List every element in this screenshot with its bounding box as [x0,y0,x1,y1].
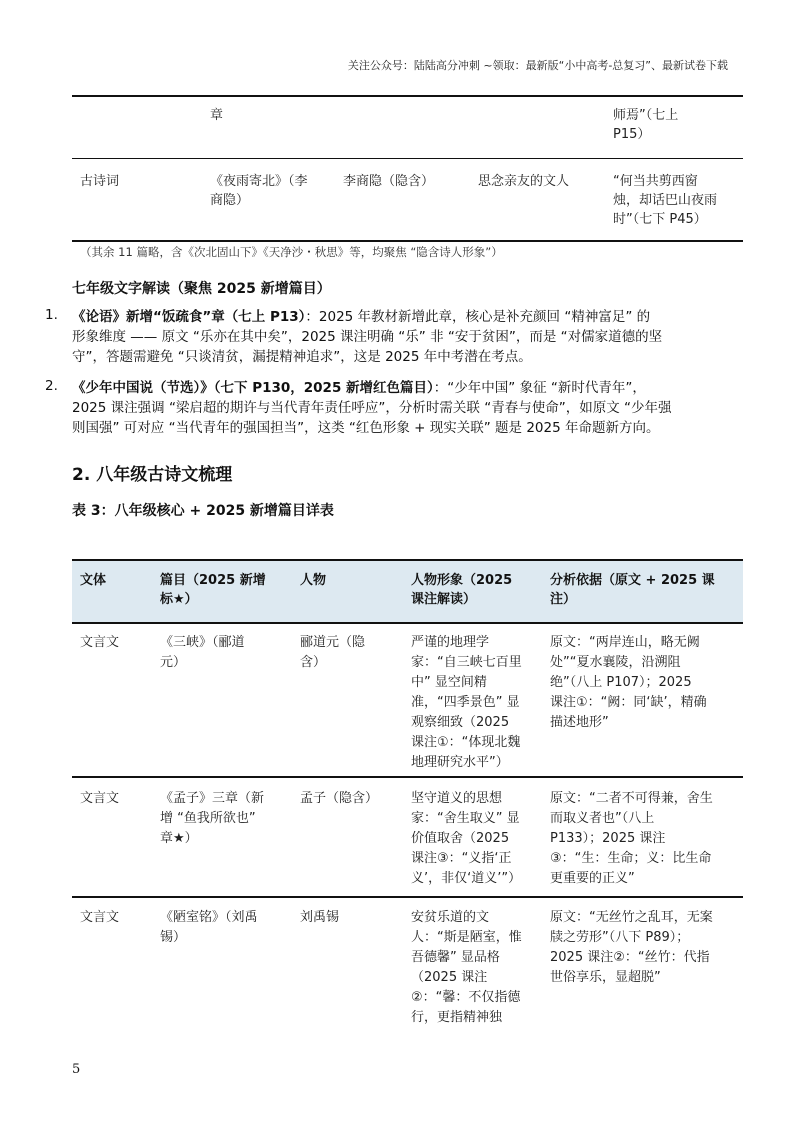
header-line: 注） [550,592,577,607]
cell-person [300,633,365,673]
cell-line: 原文：“二者不可得兼，舍生 [550,791,713,806]
cell-image [411,908,522,1028]
item-number: 1. [45,307,58,323]
item-text: ：2025 年教材新增此章，核心是补充颜回 “精神富足” 的 [305,309,651,325]
cell-line: 牍之劳形”（八下 P89）； [550,930,690,945]
table-row-divider [72,158,743,159]
page-number: 5 [72,1062,81,1077]
cell-line: 吾德馨” 显品格 [411,950,500,965]
top-table-r1-c4 [613,106,678,144]
cell-line: 课注①：“体现北魏 [411,735,521,750]
cell-line: 锡） [160,930,187,945]
col-header-basis [550,571,715,609]
cell-line: 原文：“无丝竹之乱耳，无案 [550,910,713,925]
cell-line: 含） [300,655,327,670]
item-number: 2. [45,378,58,394]
cell-line: （2025 课注 [411,970,488,985]
cell-line: 课注①：“阙：同‘缺’，精确 [550,695,707,710]
cell-line: 观察细致（2025 [411,715,510,730]
cell-title [160,633,245,673]
cell-image [411,789,521,889]
cell-line: 绝”（八上 P107）；2025 [550,675,692,690]
cell-line: 准，“四季景色” 显 [411,695,520,710]
section-heading: 2. 八年级古诗文梳理 [72,465,233,485]
cell-line: 课注③：“义指‘正 [411,851,512,866]
cell-line: 《夜雨寄北》（李 [210,174,308,189]
item-1-body [72,307,722,367]
cell-line: 而取义者也”（八上 [550,811,655,826]
header-line: 篇目（2025 新增 [160,573,266,588]
cell-genre [80,633,119,653]
cell-line: 《陋室铭》（刘禹 [160,910,258,925]
cell-line: 处”“夏水襄陵，沿溯阻 [550,655,681,670]
item-line: 则国强” 可对应 “当代青年的强国担当”，这类 “红色形象 + 现实关联” 题是 2025 年命题新方向。 [72,420,660,436]
top-table-r2-c3b: 思念亲友的文人 [478,174,570,189]
cell-line: 严谨的地理学 [411,635,490,650]
cell-line: 描述地形” [550,715,609,730]
cell-line: 元） [160,655,187,670]
cell-line: 《孟子》三章（新 [160,791,265,806]
cell-line: 郦道元（隐 [300,635,366,650]
cell-title [160,789,264,849]
header-line: 人物形象（2025 [411,573,513,588]
section-title: 七年级文字解读（聚焦 2025 新增篇目） [72,281,331,297]
cell-line: P15） [613,127,651,142]
cell-line: 章★） [160,831,198,846]
cell-line: 2025 课注②：“丝竹：代指 [550,950,710,965]
cell-line: 增 “鱼我所欲也” [160,811,256,826]
cell-line: 世俗享乐，显超脱” [550,970,661,985]
cell-line: ③：“生：生命；义：比生命 [550,851,712,866]
cell-line: 文言文 [80,910,120,925]
cell-line: “何当共剪西窗 [613,174,698,189]
cell-genre [80,789,119,809]
cell-line: 文言文 [80,791,120,806]
header-line: 课注解读） [411,592,477,607]
table-bottom-rule [72,240,743,242]
cell-basis [550,789,713,889]
table-header-rule [72,622,743,624]
cell-line: 家：“自三峡七百里 [411,655,522,670]
table-footnote: （其余 11 篇略，含《次北固山下》《天净沙・秋思》等，均聚焦 “隐含诗人形象”） [80,245,503,259]
top-table-r2-c3: 李商隐（隐含） [343,174,435,189]
cell-genre [80,908,119,928]
cell-image [411,633,522,773]
table-top-rule [72,559,743,561]
item-text: ：“少年中国” 象征 “新时代青年”， [433,380,646,396]
col-header-genre [80,571,106,590]
item-bold-title: 《少年中国说（节选）》（七下 P130，2025 新增红色篇目） [72,380,434,396]
col-header-person [300,571,326,590]
col-header-title [160,571,266,609]
cell-line: 刘禹锡 [300,910,340,925]
header-line: 分析依据（原文 + 2025 课 [550,573,715,588]
table-top-rule [72,95,743,97]
cell-line: 更重要的正义” [550,871,635,886]
cell-person [300,789,378,809]
cell-line: 坚守道义的思想 [411,791,503,806]
cell-title [160,908,258,948]
cell-line: ②：“馨：不仅指德 [411,990,521,1005]
header-line: 人物 [300,573,327,588]
item-line: 守”，答题需避免 “只谈清贫，漏提精神追求”，这是 2025 年中考潜在考点。 [72,349,532,365]
cell-line: 中” 显空间精 [411,675,487,690]
cell-line: 义’，非仅‘道义’”） [411,871,522,886]
cell-line: 安贫乐道的文 [411,910,490,925]
cell-line: 时”（七下 P45） [613,212,707,227]
item-2-body [72,378,722,438]
cell-line: 人：“斯是陋室，惟 [411,930,522,945]
top-table-r2-c1: 古诗词 [80,174,120,189]
cell-basis [550,908,713,988]
cell-line: 价值取舍（2025 [411,831,510,846]
cell-line: 师焉”（七上 [613,108,679,123]
cell-line: P133）；2025 课注 [550,831,666,846]
cell-line: 《三峡》（郦道 [160,635,245,650]
cell-line: 商隐） [210,193,250,208]
header-line: 标★） [160,592,198,607]
cell-line: 家：“舍生取义” 显 [411,811,520,826]
cell-line: 行，更指精神独 [411,1010,503,1025]
cell-person [300,908,339,928]
cell-line: 烛，却话巴山夜雨 [613,193,718,208]
cell-line: 地理研究水平”） [411,755,509,770]
header-line: 文体 [80,573,107,588]
item-line [72,307,722,327]
table-row-rule [72,896,743,898]
top-table-r2-c2 [210,172,308,210]
item-line [72,378,722,398]
cell-basis [550,633,707,733]
cell-line: 原文：“两岸连山，略无阙 [550,635,700,650]
col-header-image [411,571,512,609]
item-line: 形象维度 —— 原文 “乐亦在其中矣”，2025 课注明确 “乐” 非 “安于贫困”，而是 “对儒家道德的坚 [72,329,663,345]
cell-line: 孟子（隐含） [300,791,379,806]
header-note: 关注公众号：陆陆高分冲刺 ~领取：最新版“小中高考-总复习”、最新试卷下载 [347,59,728,72]
item-bold-title: 《论语》新增“饭疏食”章（七上 P13） [72,309,306,325]
top-table-r1-c2: 章 [210,108,224,123]
top-table-r2-c4 [613,172,717,229]
cell-line: 文言文 [80,635,120,650]
table-title: 表 3：八年级核心 + 2025 新增篇目详表 [72,503,334,519]
table-row-rule [72,776,743,778]
item-line: 2025 课注强调 “梁启超的期许与当代青年责任呼应”，分析时需关联 “青春与使命”，如原文 “少年强 [72,400,672,416]
